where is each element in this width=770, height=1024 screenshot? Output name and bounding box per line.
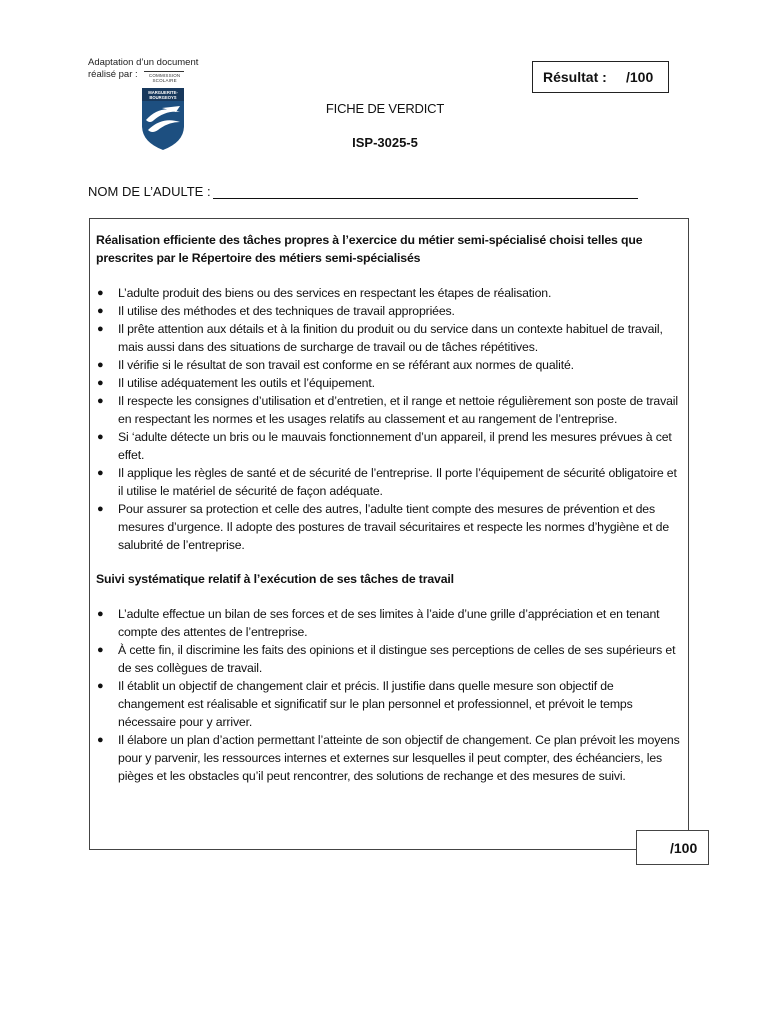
bullet-icon: ● <box>97 467 104 479</box>
bullet-icon: ● <box>97 608 104 620</box>
form-title: FICHE DE VERDICT <box>325 101 445 116</box>
adaptation-note <box>88 57 198 83</box>
result-box[interactable] <box>532 61 669 93</box>
list-item: ● L’adulte effectue un bilan de ses forces et de ses limites à l’aide d’une grille d’appréciation et en tenant compte des attentes de l’entreprise. <box>97 607 660 639</box>
section-title: Réalisation efficiente des tâches propres à l’exercice du métier semi-spécialisé choisi telles que prescrites par le Répertoire des métiers semi-spécialisés <box>96 233 643 265</box>
svg-text:MARGUERITE-: MARGUERITE- <box>148 90 178 95</box>
list-item: ● Il utilise des méthodes et des techniques de travail appropriées. <box>97 304 455 318</box>
list-item: ● À cette fin, il discrimine les faits des opinions et il distingue ses perceptions de celles de ses supérieurs et de ses collègues de travail. <box>97 643 676 675</box>
result-value: /100 <box>626 69 654 85</box>
bullet-icon: ● <box>97 395 104 407</box>
list-item: ● Il utilise adéquatement les outils et l’équipement. <box>97 376 375 390</box>
score-value: /100 <box>670 840 698 856</box>
criteria-list <box>96 605 680 785</box>
score-box[interactable] <box>636 830 709 865</box>
svg-text:BOURGEOYS: BOURGEOYS <box>149 95 177 100</box>
organization-name: COMMISSION SCOLAIRE <box>144 71 186 83</box>
list-item: ● Il respecte les consignes d’utilisation et d’entretien, et il range et nettoie régulièrement son poste de travail en respectant les normes et les usages relatifs au classement et au rangement de l’entreprise. <box>97 394 678 426</box>
list-item: ● Pour assurer sa protection et celle des autres, l’adulte tient compte des mesures de prévention et des mesures d’urgence. Il adopte des postures de travail sécuritaires et respecte les normes d’hygiène et de salubrité de l’entreprise. <box>97 502 670 552</box>
adaptation-line-2: réalisé par : <box>88 69 138 80</box>
bullet-icon: ● <box>97 305 104 317</box>
bullet-icon: ● <box>97 287 104 299</box>
list-item: ● Il applique les règles de santé et de sécurité de l’entreprise. Il porte l’équipement de sécurité obligatoire et il utilise le matériel de sécurité de façon adéquate. <box>97 466 677 498</box>
list-item: ● Il établit un objectif de changement clair et précis. Il justifie dans quelle mesure son objectif de changement est réalisable et significatif sur le plan personnel et professionnel, et prévoit le temps nécessaire pour y arriver. <box>97 679 633 729</box>
bullet-icon: ● <box>97 377 104 389</box>
result-label: Résultat : <box>543 69 607 85</box>
bullet-icon: ● <box>97 431 104 443</box>
list-item: ● Il vérifie si le résultat de son travail est conforme en se référant aux normes de qualité. <box>97 358 574 372</box>
form-code: ISP-3025-5 <box>352 135 418 150</box>
list-item: ● Il prête attention aux détails et à la finition du produit ou du service dans un contexte habituel de travail, mais aussi dans des situations de surcharge de travail ou de tâches répétitives. <box>97 322 663 354</box>
list-item: ● Il élabore un plan d’action permettant l’atteinte de son objectif de changement. Ce plan prévoit les moyens pour y parvenir, les ressources internes et externes sur lesquelles il peut compter, des échéanciers, les pièges et les obstacles qu’il peut rencontrer, des solutions de rechange et des mesures de suivi. <box>97 733 680 783</box>
criteria-content <box>96 231 680 785</box>
list-item: ● L’adulte produit des biens ou des services en respectant les étapes de réalisation. <box>97 286 552 300</box>
adaptation-line-1: Adaptation d’un document <box>88 57 199 68</box>
list-item: ● Si ‘adulte détecte un bris ou le mauvais fonctionnement d’un appareil, il prend les mesures prévues à cet effet. <box>97 430 672 462</box>
adult-name-blank[interactable] <box>213 184 638 199</box>
adult-name-field[interactable] <box>88 184 638 199</box>
bullet-icon: ● <box>97 503 104 515</box>
bullet-icon: ● <box>97 644 104 656</box>
criteria-list <box>96 284 680 554</box>
adult-name-label: NOM DE L’ADULTE : <box>88 184 211 199</box>
bullet-icon: ● <box>97 323 104 335</box>
section-title: Suivi systématique relatif à l’exécution de ses tâches de travail <box>96 572 454 586</box>
bullet-icon: ● <box>97 734 104 746</box>
bullet-icon: ● <box>97 680 104 692</box>
bullet-icon: ● <box>97 359 104 371</box>
